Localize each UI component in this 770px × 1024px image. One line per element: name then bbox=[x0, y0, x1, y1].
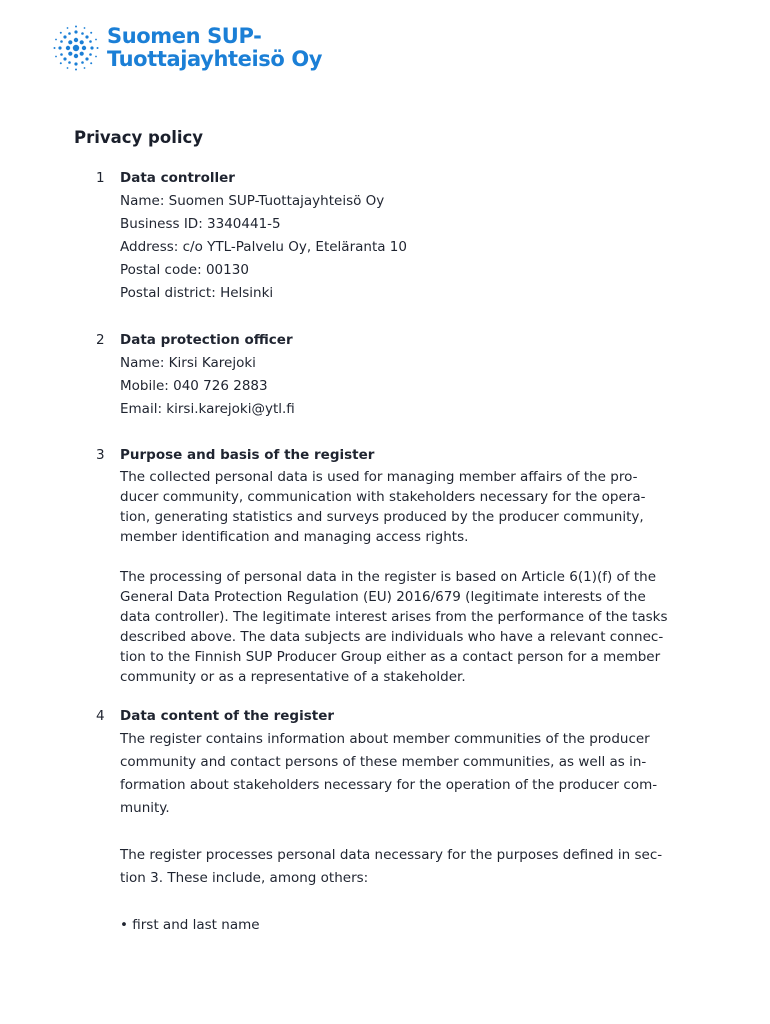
section-data-protection-officer bbox=[96, 329, 696, 421]
page-title: Privacy policy bbox=[74, 128, 204, 147]
text-line: The register contains information about member communities of the producer bbox=[120, 731, 650, 747]
text-line: General Data Protection Regulation (EU) 2016/679 (legitimate interests of the bbox=[120, 589, 646, 605]
text-line: ducer community, communication with stakeholders necessary for the opera- bbox=[120, 489, 646, 505]
section-data-controller bbox=[96, 167, 696, 305]
bullet-item: • first and last name bbox=[120, 917, 260, 933]
text-line: community or as a representative of a stakeholder. bbox=[120, 669, 466, 685]
section-heading: Purpose and basis of the register bbox=[120, 447, 375, 463]
text-line: tion to the Finnish SUP Producer Group either as a contact person for a member bbox=[120, 649, 661, 665]
text-line: munity. bbox=[120, 800, 170, 816]
controller-business-id: Business ID: 3340441-5 bbox=[120, 216, 281, 232]
processing-paragraph bbox=[120, 844, 696, 890]
text-line: tion, generating statistics and surveys produced by the producer community, bbox=[120, 509, 644, 525]
section-number: 2 bbox=[96, 332, 105, 348]
text-line: member identification and managing access rights. bbox=[120, 529, 469, 545]
section-number: 4 bbox=[96, 708, 105, 724]
section-heading: Data content of the register bbox=[120, 708, 335, 724]
controller-postal-district: Postal district: Helsinki bbox=[120, 285, 274, 301]
logo-line-1: Suomen SUP- bbox=[107, 24, 262, 48]
section-number: 1 bbox=[96, 170, 105, 186]
text-line: data controller). The legitimate interest arises from the performance of the tasks bbox=[120, 609, 668, 625]
text-line: The register processes personal data necessary for the purposes defined in sec- bbox=[120, 847, 663, 863]
text-line: described above. The data subjects are individuals who have a relevant connec- bbox=[120, 629, 664, 645]
text-line: formation about stakeholders necessary for the operation of the producer com- bbox=[120, 777, 658, 793]
section-data-content bbox=[96, 705, 696, 937]
section-purpose-and-basis bbox=[96, 444, 696, 687]
company-logo bbox=[52, 24, 322, 72]
dpo-email: Email: kirsi.karejoki@ytl.fi bbox=[120, 401, 295, 417]
logo-mark-icon bbox=[52, 24, 100, 72]
text-line: The processing of personal data in the register is based on Article 6(1)(f) of the bbox=[120, 569, 657, 585]
section-heading: Data protection officer bbox=[120, 332, 293, 348]
controller-name: Name: Suomen SUP-Tuottajayhteisö Oy bbox=[120, 193, 385, 209]
controller-postal-code: Postal code: 00130 bbox=[120, 262, 249, 278]
logo-line-2: Tuottajayhteisö Oy bbox=[107, 47, 323, 71]
logo-wordmark bbox=[107, 25, 322, 71]
dpo-name: Name: Kirsi Karejoki bbox=[120, 355, 256, 371]
text-line: community and contact persons of these member communities, as well as in- bbox=[120, 754, 647, 770]
text-line: tion 3. These include, among others: bbox=[120, 870, 369, 886]
purpose-paragraph bbox=[120, 467, 696, 547]
content-paragraph bbox=[120, 728, 696, 820]
section-heading: Data controller bbox=[120, 170, 235, 186]
section-number: 3 bbox=[96, 447, 105, 463]
dpo-mobile: Mobile: 040 726 2883 bbox=[120, 378, 268, 394]
text-line: The collected personal data is used for managing member affairs of the pro- bbox=[120, 469, 638, 485]
legal-basis-paragraph bbox=[120, 567, 696, 687]
controller-address: Address: c/o YTL-Palvelu Oy, Eteläranta 10 bbox=[120, 239, 407, 255]
